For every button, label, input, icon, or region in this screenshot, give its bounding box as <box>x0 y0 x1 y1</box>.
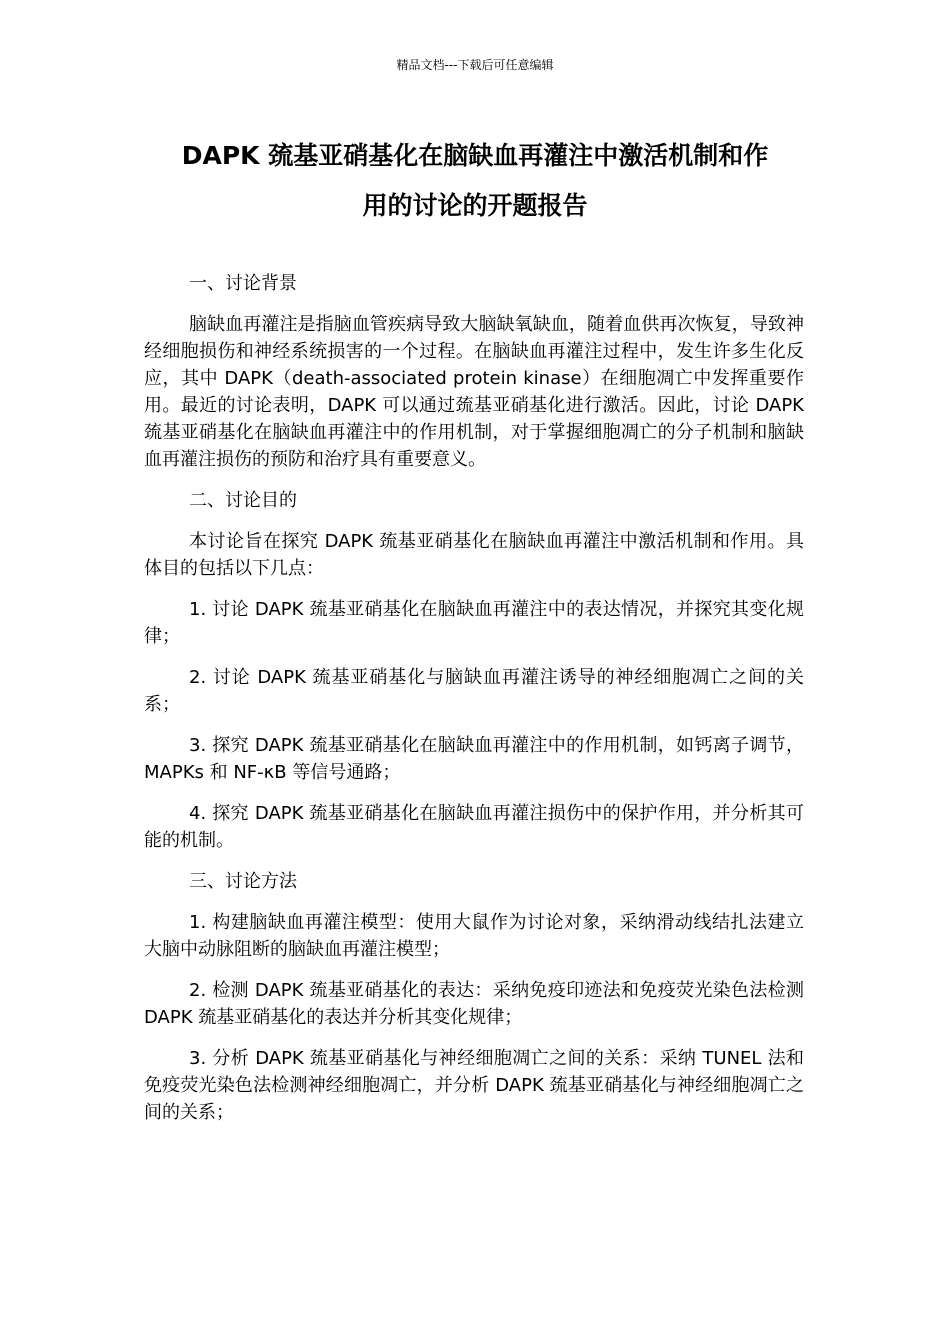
document-title-line-1: DAPK 巯基亚硝基化在脑缺血再灌注中激活机制和作 <box>181 141 769 170</box>
document-title <box>130 131 820 231</box>
purpose-item: 2. 讨论 DAPK 巯基亚硝基化与脑缺血再灌注诱导的神经细胞凋亡之间的关系； <box>144 667 804 715</box>
section-heading-purpose: 二、讨论目的 <box>189 490 297 511</box>
document-title-line-2: 用的讨论的开题报告 <box>362 191 588 220</box>
method-item: 2. 检测 DAPK 巯基亚硝基化的表达：采纳免疫印迹法和免疫荧光染色法检测 DAPK 巯基亚硝基化的表达并分析其变化规律； <box>144 980 804 1028</box>
method-item: 1. 构建脑缺血再灌注模型：使用大鼠作为讨论对象，采纳滑动线结扎法建立大脑中动脉阻断的脑缺血再灌注模型； <box>144 912 804 960</box>
purpose-item: 3. 探究 DAPK 巯基亚硝基化在脑缺血再灌注中的作用机制，如钙离子调节，MAPKs 和 NF-κB 等信号通路； <box>144 735 804 783</box>
purpose-intro-paragraph: 本讨论旨在探究 DAPK 巯基亚硝基化在脑缺血再灌注中激活机制和作用。具体目的包括以下几点： <box>144 531 804 579</box>
section-heading-background: 一、讨论背景 <box>189 273 297 294</box>
purpose-item: 1. 讨论 DAPK 巯基亚硝基化在脑缺血再灌注中的表达情况，并探究其变化规律； <box>144 599 804 647</box>
purpose-item: 4. 探究 DAPK 巯基亚硝基化在脑缺血再灌注损伤中的保护作用，并分析其可能的机制。 <box>144 803 804 851</box>
method-item: 3. 分析 DAPK 巯基亚硝基化与神经细胞凋亡之间的关系：采纳 TUNEL 法和免疫荧光染色法检测神经细胞凋亡，并分析 DAPK 巯基亚硝基化与神经细胞凋亡之间的关系； <box>144 1048 804 1123</box>
page-header-note: 精品文档---下载后可任意编辑 <box>396 58 554 72</box>
section-heading-methods: 三、讨论方法 <box>189 871 297 892</box>
document-body <box>144 270 804 1140</box>
background-paragraph: 脑缺血再灌注是指脑血管疾病导致大脑缺氧缺血，随着血供再次恢复，导致神经细胞损伤和神经系统损害的一个过程。在脑缺血再灌注过程中，发生许多生化反应，其中 DAPK（death-associated protein kinase）在细胞凋亡中发挥重要作用。最近的讨论表明，DAPK 可以通过巯基亚硝基化进行激活。因此，讨论 DAPK 巯基亚硝基化在脑缺血再灌注中的作用机制，对于掌握细胞凋亡的分子机制和脑缺血再灌注损伤的预防和治疗具有重要意义。 <box>144 314 804 470</box>
